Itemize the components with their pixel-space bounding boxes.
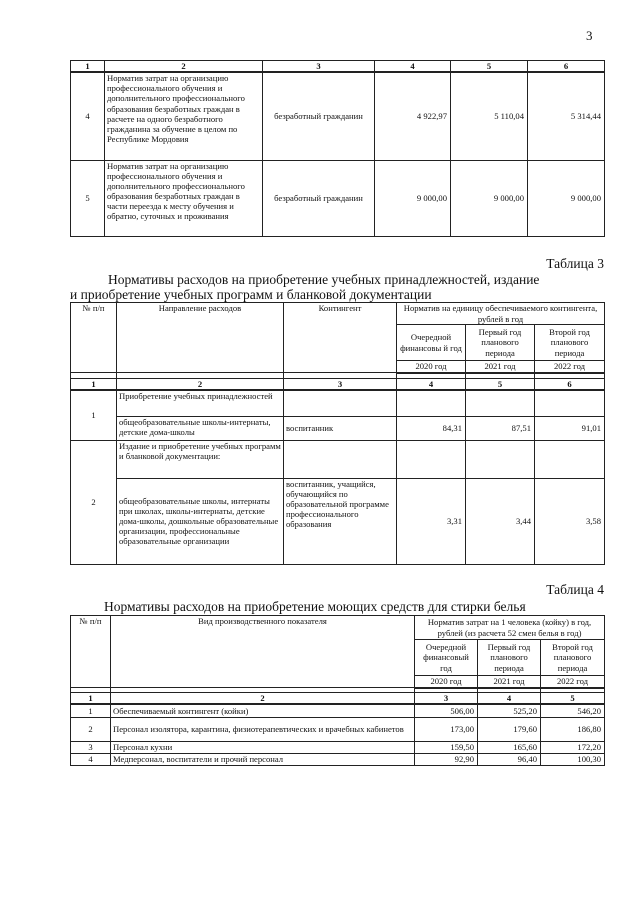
col-index: 2: [111, 693, 415, 705]
table-row: [71, 741, 605, 753]
row-value: 9 000,00: [528, 160, 605, 236]
header-direction: Направление расходов: [117, 303, 284, 373]
row-name: Медперсонал, воспитатели и прочий персонал: [111, 753, 415, 765]
row-value: 100,30: [541, 753, 605, 765]
table-3-label: Таблица 3: [546, 256, 604, 271]
row-contingent: воспитанник: [284, 416, 397, 440]
col-index: 3: [415, 693, 478, 705]
row-value: 3,58: [535, 478, 605, 564]
table-4-label: Таблица 4: [546, 582, 604, 597]
header-kind: Вид производственного показателя: [111, 616, 415, 688]
header-norm: Норматив на единицу обеспечиваемого контингента, рублей в год: [397, 303, 605, 325]
col-index: 6: [535, 379, 605, 391]
table-2-continuation: [70, 60, 605, 237]
row-value: 92,90: [415, 753, 478, 765]
row-contingent: воспитанник, учащийся, обучающийся по образовательной программе профессионального образования: [284, 478, 397, 564]
row-number: 1: [71, 704, 111, 717]
row-value: 87,51: [466, 416, 535, 440]
header-year: 2021 год: [478, 676, 541, 688]
header-year: 2022 год: [541, 676, 605, 688]
row-number: 4: [71, 753, 111, 765]
row-value: 525,20: [478, 704, 541, 717]
row-value: 3,31: [397, 478, 466, 564]
header-contingent: Контингент: [284, 303, 397, 373]
row-value: 179,60: [478, 717, 541, 741]
table-row: [71, 753, 605, 765]
table-row: [71, 72, 605, 160]
header-year: 2020 год: [415, 676, 478, 688]
row-value: 186,80: [541, 717, 605, 741]
row-subname: общеобразовательные школы-интернаты, детские дома-школы: [117, 416, 284, 440]
table-row: [71, 390, 605, 416]
table-row: [71, 440, 605, 478]
table-4-title: Нормативы расходов на приобретение моющих средств для стирки белья: [104, 599, 526, 614]
row-name: Персонал изолятора, карантина, физиотерапевтических и врачебных кабинетов: [111, 717, 415, 741]
header-year-type: Первый год планового периода: [466, 325, 535, 361]
table-4: [70, 615, 605, 766]
col-index: 4: [478, 693, 541, 705]
header-number: № п/п: [71, 616, 111, 688]
row-number: 2: [71, 440, 117, 564]
table-row: [71, 478, 605, 564]
row-value: 165,60: [478, 741, 541, 753]
row-contingent: безработный гражданин: [263, 160, 375, 236]
row-number: 2: [71, 717, 111, 741]
page-number: 3: [586, 28, 593, 43]
row-number: 3: [71, 741, 111, 753]
header-year: 2022 год: [535, 361, 605, 373]
col-index: 1: [71, 379, 117, 391]
header-year-type: Второй год планового периода: [541, 640, 605, 676]
col-index: 2: [117, 379, 284, 391]
row-value: 172,20: [541, 741, 605, 753]
row-number: 4: [71, 72, 105, 160]
table-3-title-line1: Нормативы расходов на приобретение учебных принадлежностей, издание: [108, 272, 540, 287]
row-value: 9 000,00: [451, 160, 528, 236]
table-row: [71, 160, 605, 236]
row-value: 546,20: [541, 704, 605, 717]
row-subname: общеобразовательные школы, интернаты при школах, школы-интернаты, детские дома-школы, дошкольные образовательные организации, профессиональные образовательные организации: [117, 478, 284, 564]
header-number: № п/п: [71, 303, 117, 373]
row-value: 3,44: [466, 478, 535, 564]
col-index: 1: [71, 693, 111, 705]
row-value: 4 922,97: [375, 72, 451, 160]
col-index: 5: [541, 693, 605, 705]
header-year: 2020 год: [397, 361, 466, 373]
row-value: 91,01: [535, 416, 605, 440]
col-index: 5: [466, 379, 535, 391]
table-row: [71, 704, 605, 717]
header-year-type: Очередной финансовы й год: [397, 325, 466, 361]
row-value: 159,50: [415, 741, 478, 753]
header-norm: Норматив затрат на 1 человека (койку) в год, рублей (из расчета 52 смен белья в год): [415, 616, 605, 640]
header-year-type: Второй год планового периода: [535, 325, 605, 361]
row-contingent: безработный гражданин: [263, 72, 375, 160]
row-name: Персонал кухни: [111, 741, 415, 753]
row-value: 84,31: [397, 416, 466, 440]
row-number: 5: [71, 160, 105, 236]
row-value: 173,00: [415, 717, 478, 741]
col-index: 1: [71, 61, 105, 73]
header-year-type: Первый год планового периода: [478, 640, 541, 676]
table-row: [71, 416, 605, 440]
col-index: 4: [375, 61, 451, 73]
table-3-title-line2: и приобретение учебных программ и бланковой документации: [70, 287, 432, 302]
row-name: Обеспечиваемый контингент (койки): [111, 704, 415, 717]
col-index: 6: [528, 61, 605, 73]
col-index: 3: [284, 379, 397, 391]
col-index: 4: [397, 379, 466, 391]
table-row: [71, 717, 605, 741]
row-value: 5 314,44: [528, 72, 605, 160]
header-year: 2021 год: [466, 361, 535, 373]
header-year-type: Очередной финансовый год: [415, 640, 478, 676]
row-name: Приобретение учебных принадлежностей: [117, 390, 284, 416]
table-3: [70, 302, 605, 565]
row-value: 96,40: [478, 753, 541, 765]
col-index: 2: [105, 61, 263, 73]
row-value: 5 110,04: [451, 72, 528, 160]
row-name: Издание и приобретение учебных программ и бланковой документации:: [117, 440, 284, 478]
row-name: Норматив затрат на организацию профессионального обучения и дополнительного профессионального образования безработных граждан в части переезда к месту обучения и обратно, суточных и проживания: [105, 160, 263, 236]
row-value: 506,00: [415, 704, 478, 717]
row-number: 1: [71, 390, 117, 440]
row-value: 9 000,00: [375, 160, 451, 236]
row-name: Норматив затрат на организацию профессионального обучения и дополнительного профессионального образования безработных граждан в расчете на одного безработного гражданина за обучение в целом по Республике Мордовия: [105, 72, 263, 160]
col-index: 3: [263, 61, 375, 73]
col-index: 5: [451, 61, 528, 73]
